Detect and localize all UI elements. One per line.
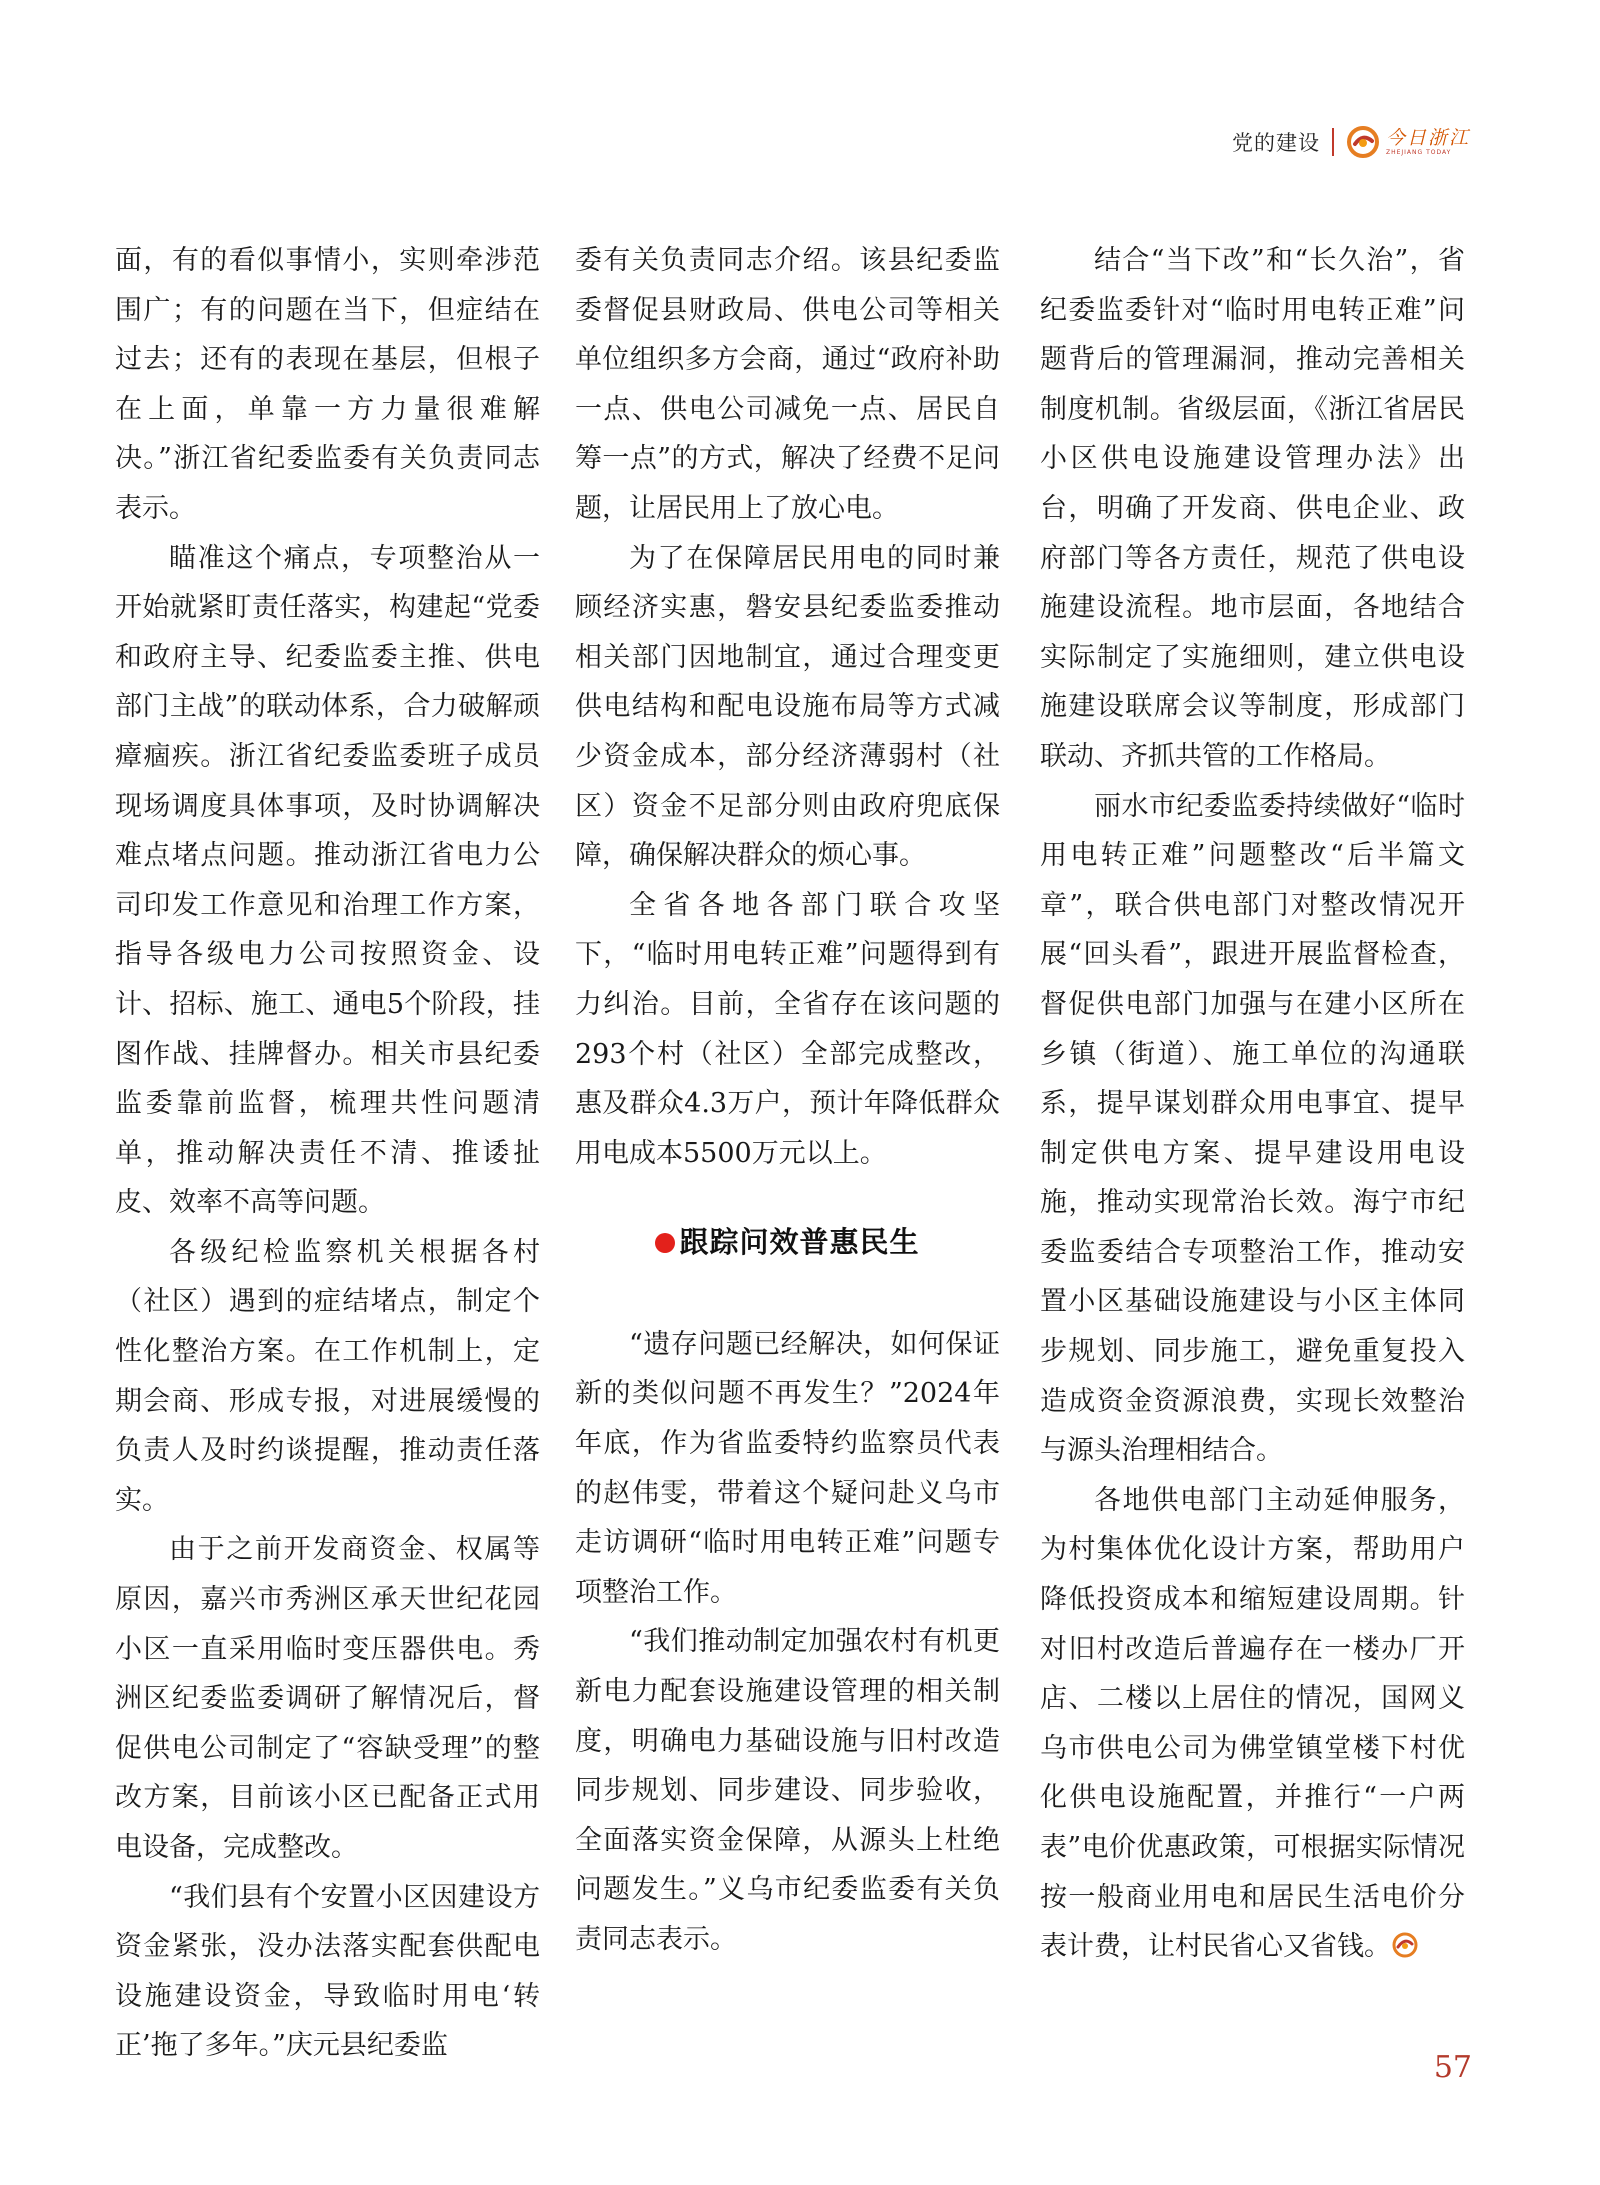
paragraph: 面，有的看似事情小，实则牵涉范围广；有的问题在当下，但症结在过去；还有的表现在基层，但根子在上面，单靠一方力量很难解决。”浙江省纪委监委有关负责同志表示。	[115, 245, 540, 524]
magazine-logo	[1346, 125, 1470, 159]
article-column-3	[1040, 236, 1465, 1972]
paragraph: 为了在保障居民用电的同时兼顾经济实惠，磐安县纪委监委推动相关部门因地制宜，通过合理变更供电结构和配电设施布局等方式减少资金成本，部分经济薄弱村（社区）资金不足部分则由政府兜底保障，确保解决群众的烦心事。	[575, 542, 1000, 872]
section-subheading	[575, 1218, 1000, 1268]
paragraph: “遗存问题已经解决，如何保证新的类似问题不再发生？”2024年年底，作为省监委特约监察员代表的赵伟雯，带着这个疑问赴义乌市走访调研“临时用电转正难”问题专项整治工作。	[575, 1328, 1000, 1608]
page-header	[1232, 120, 1470, 164]
red-dot-icon	[655, 1233, 675, 1253]
header-divider	[1332, 128, 1334, 156]
article-column-1	[115, 236, 540, 2071]
paragraph: 全省各地各部门联合攻坚下，“临时用电转正难”问题得到有力纠治。目前，全省存在该问题的293个村（社区）全部完成整改，惠及群众4.3万户，预计年降低群众用电成本5500万元以上。	[575, 889, 1000, 1169]
paragraph: “我们县有个安置小区因建设方资金紧张，没办法落实配套供配电设施建设资金，导致临时用电‘转正’拖了多年。”庆元县纪委监	[115, 1881, 540, 2062]
logo-english-text: ZHEJIANG TODAY	[1385, 148, 1452, 156]
end-mark-icon	[1391, 1931, 1419, 1959]
section-name: 党的建设	[1231, 131, 1320, 155]
paragraph-text: 各地供电部门主动延伸服务，为村集体优化设计方案，帮助用户降低投资成本和缩短建设周期。针对旧村改造后普遍存在一楼办厂开店、二楼以上居住的情况，国网义乌市供电公司为佛堂镇堂楼下村优化供电设施配置，并推行“一户两表”电价优惠政策，可根据实际情况按一般商业用电和居民生活电价分表计费，让村民省心又省钱。	[1040, 1484, 1465, 1963]
paragraph: “我们推动制定加强农村有机更新电力配套设施建设管理的相关制度，明确电力基础设施与旧村改造同步规划、同步建设、同步验收，全面落实资金保障，从源头上杜绝问题发生。”义乌市纪委监委有关负责同志表示。	[575, 1626, 1000, 1955]
logo-chinese-text: 今日浙江	[1385, 126, 1470, 149]
paragraph: 由于之前开发商资金、权属等原因，嘉兴市秀洲区承天世纪花园小区一直采用临时变压器供电。秀洲区纪委监委调研了解情况后，督促供电公司制定了“容缺受理”的整改方案，目前该小区已配备正式用电设备，完成整改。	[115, 1534, 540, 1863]
paragraph: 瞄准这个痛点，专项整治从一开始就紧盯责任落实，构建起“党委和政府主导、纪委监委主推、供电部门主战”的联动体系，合力破解顽瘴痼疾。浙江省纪委监委班子成员现场调度具体事项，及时协调解决难点堵点问题。推动浙江省电力公司印发工作意见和治理工作方案，指导各级电力公司按照资金、设计、招标、施工、通电5个阶段，挂图作战、挂牌督办。相关市县纪委监委靠前监督，梳理共性问题清单，推动解决责任不清、推诿扯皮、效率不高等问题。	[115, 542, 540, 1219]
paragraph: 丽水市纪委监委持续做好“临时用电转正难”问题整改“后半篇文章”，联合供电部门对整改情况开展“回头看”，跟进开展监督检查，督促供电部门加强与在建小区所在乡镇（街道）、施工单位的沟通联系，提早谋划群众用电事宜、提早制定供电方案、提早建设用电设施，推动实现常治长效。海宁市纪委监委结合专项整治工作，推动安置小区基础设施建设与小区主体同步规划、同步施工，避免重复投入造成资金资源浪费，实现长效整治与源头治理相结合。	[1040, 790, 1465, 1467]
page-number: 57	[1433, 2050, 1472, 2085]
subheading-text: 跟踪问效普惠民生	[679, 1225, 920, 1260]
paragraph: 结合“当下改”和“长久治”，省纪委监委针对“临时用电转正难”问题背后的管理漏洞，推动完善相关制度机制。省级层面，《浙江省居民小区供电设施建设管理办法》出台，明确了开发商、供电企业、政府部门等各方责任，规范了供电设施建设流程。地市层面，各地结合实际制定了实施细则，建立供电设施建设联席会议等制度，形成部门联动、齐抓共管的工作格局。	[1040, 245, 1465, 772]
article-column-2	[575, 236, 1000, 1965]
zhejiang-today-logo-icon	[1346, 125, 1380, 159]
paragraph-final	[1040, 1476, 1465, 1972]
paragraph: 各级纪检监察机关根据各村（社区）遇到的症结堵点，制定个性化整治方案。在工作机制上，定期会商、形成专报，对进展缓慢的负责人及时约谈提醒，推动责任落实。	[115, 1236, 540, 1516]
paragraph: 委有关负责同志介绍。该县纪委监委督促县财政局、供电公司等相关单位组织多方会商，通过“政府补助一点、供电公司减免一点、居民自筹一点”的方式，解决了经费不足问题，让居民用上了放心电。	[575, 245, 1000, 524]
